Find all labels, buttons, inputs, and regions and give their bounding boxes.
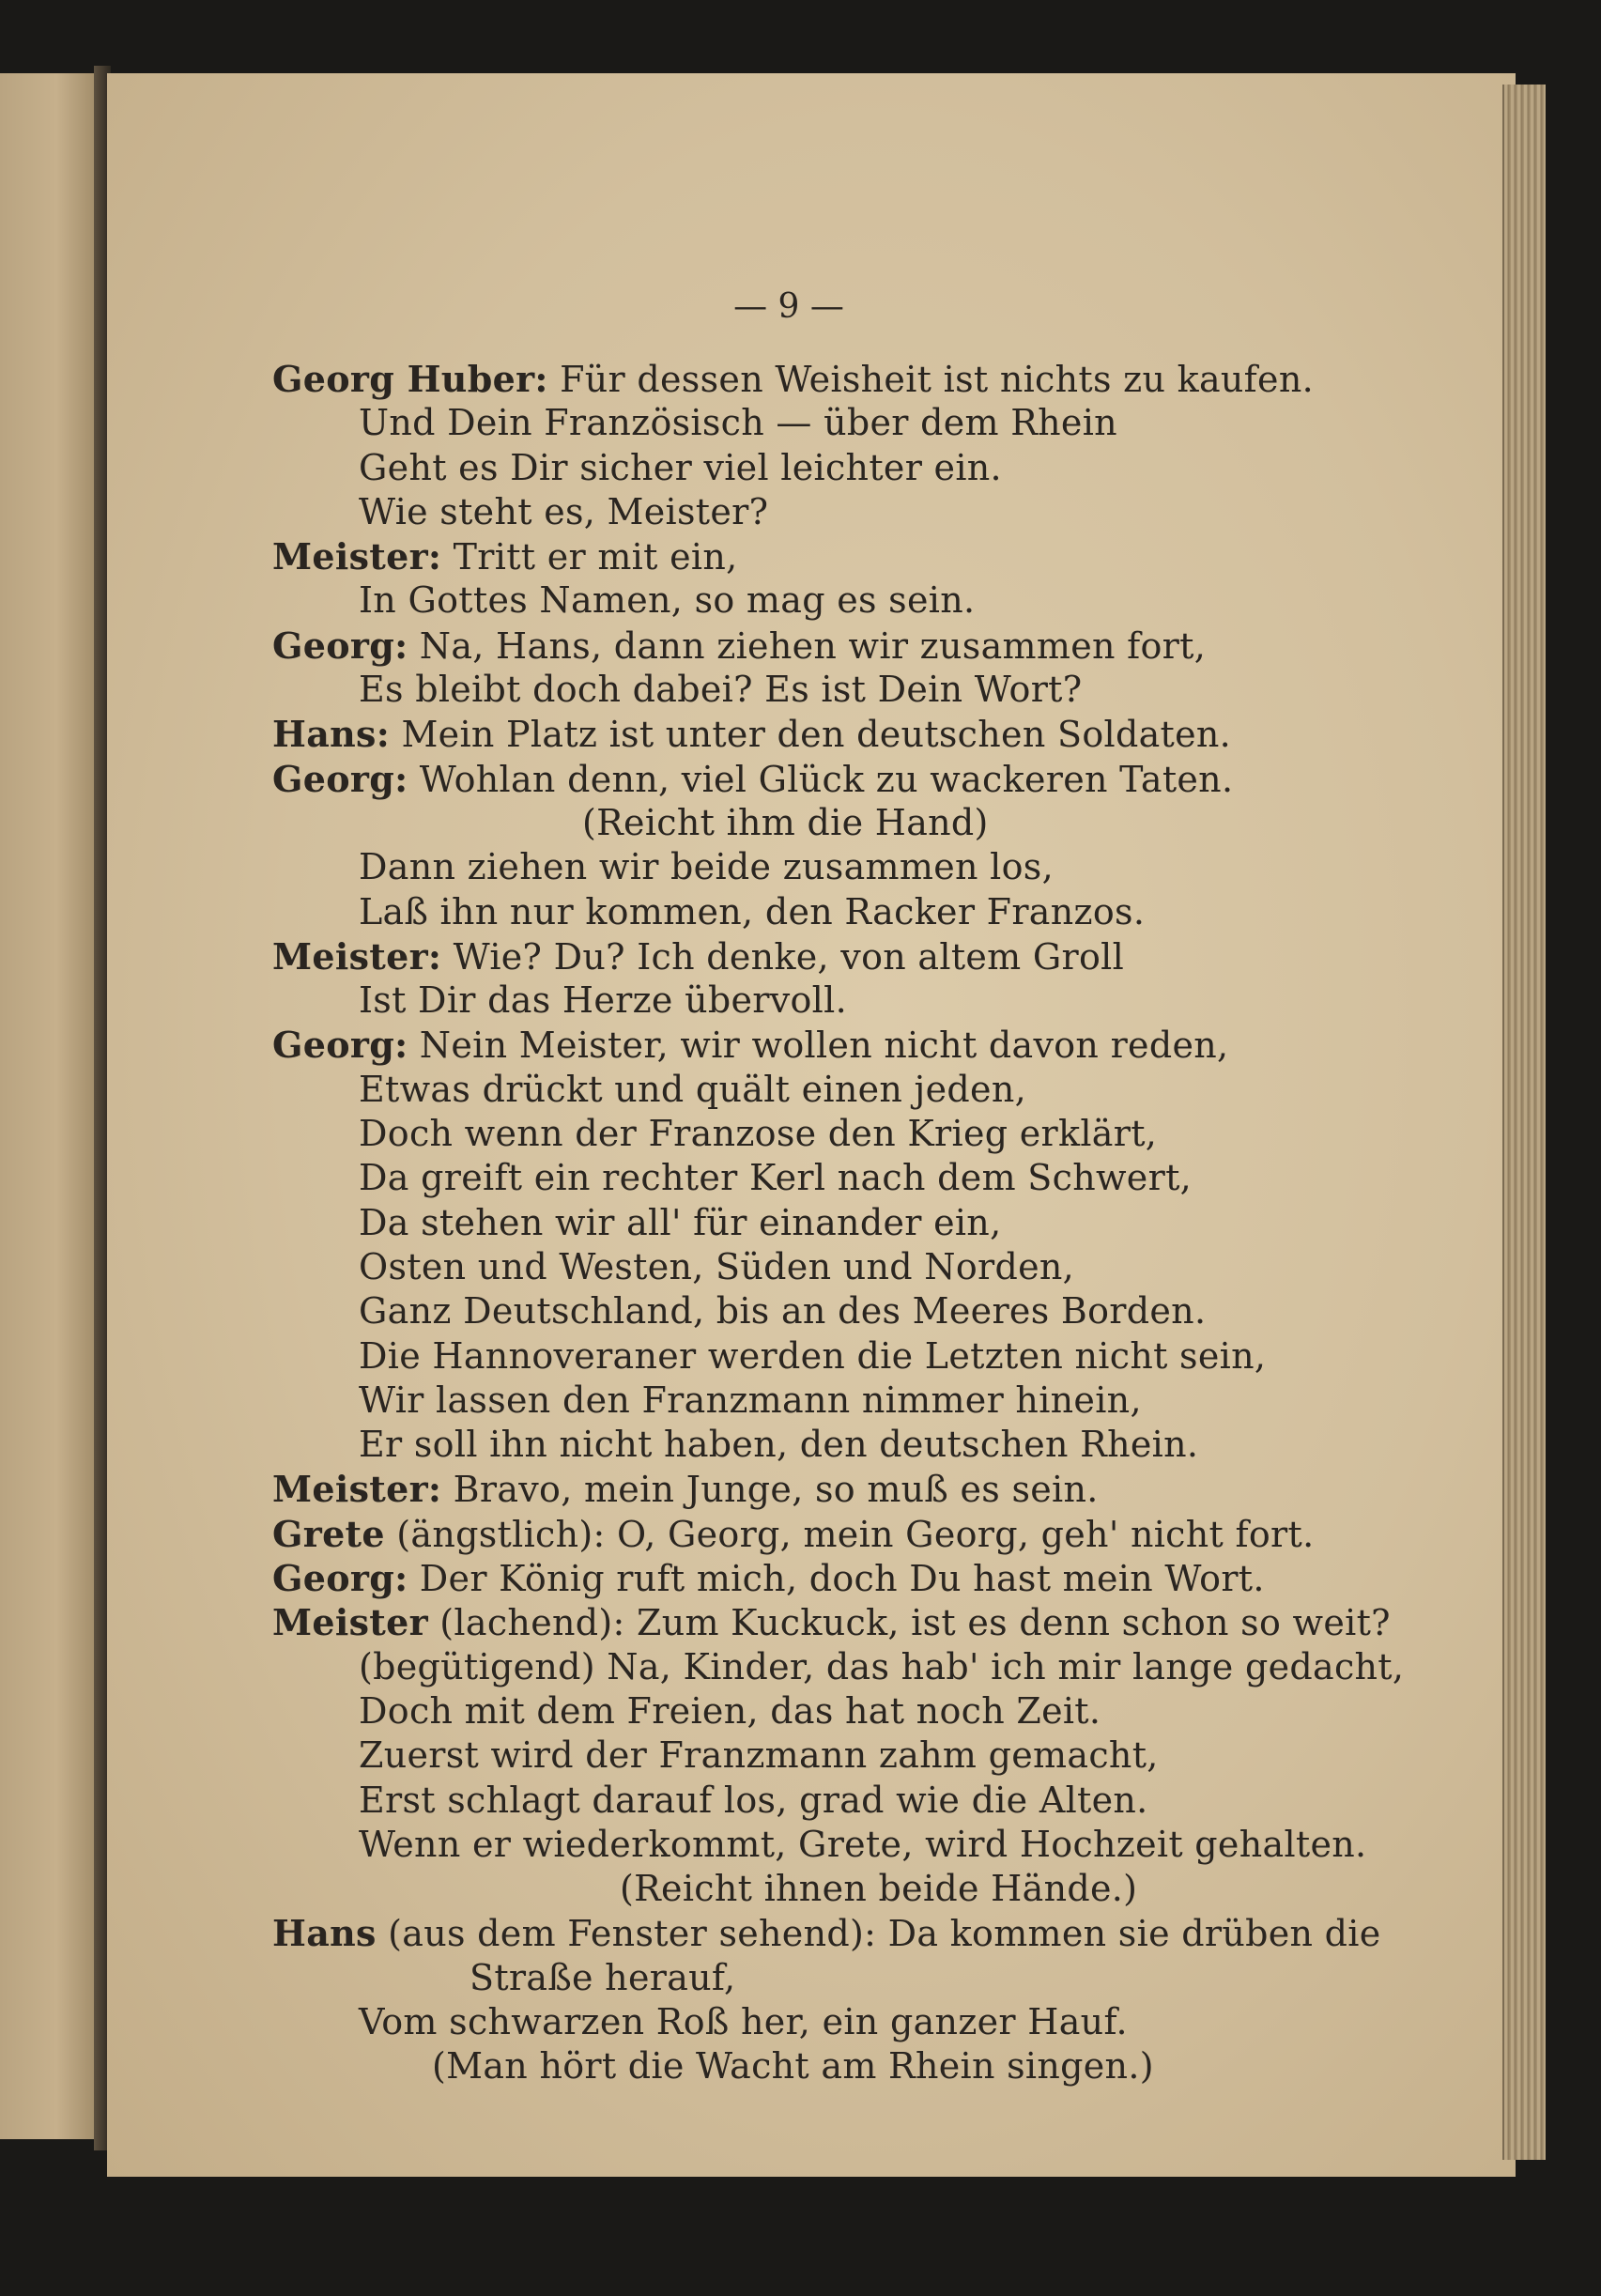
line-text: Geht es Dir sicher viel leichter ein. [359,446,1002,488]
line-text: Wenn er wiederkommt, Grete, wird Hochzeit gehalten. [359,1823,1367,1865]
line-text: Etwas drückt und quält einen jeden, [359,1068,1026,1110]
stage-direction [272,801,1333,845]
line-text: Mein Platz ist unter den deutschen Soldaten. [390,714,1232,756]
text-line [272,1201,1333,1245]
line-text: Es bleibt doch dabei? Es ist Dein Wort? [359,669,1083,711]
text-line [272,578,1333,623]
speaker-name: Meister: [272,934,442,978]
text-line [272,1911,1381,1955]
text-line [272,490,1333,534]
stage-direction [272,2044,1333,2088]
page-number: — 9 — [733,287,844,326]
line-text: Straße herauf, [470,1956,736,1998]
line-text: (Reicht ihm die Hand) [582,801,989,843]
text-line [272,1689,1333,1734]
text-line [272,668,1333,712]
line-text: In Gottes Namen, so mag es sein. [359,579,976,622]
line-text: Doch mit dem Freien, das hat noch Zeit. [359,1689,1101,1732]
line-text: (Reicht ihnen beide Hände.) [620,1868,1138,1910]
line-text: Osten und Westen, Süden und Norden, [359,1245,1075,1287]
line-text: Doch wenn der Franzose den Krieg erklärt, [359,1113,1158,1155]
speaker-name: Hans [272,1912,377,1955]
speaker-name: Meister: [272,1468,442,1511]
text-line [272,401,1333,445]
text-line [272,845,1333,889]
line-text: Ganz Deutschland, bis an des Meeres Borden. [359,1290,1207,1333]
text-line [272,1289,1333,1333]
line-text: Wie steht es, Meister? [359,490,769,532]
line-text: Wohlan denn, viel Glück zu wackeren Taten. [408,758,1234,800]
text-line [272,1245,1333,1289]
line-text: Erst schlagt darauf los, grad wie die Alten. [359,1779,1148,1821]
line-text: Da greift ein rechter Kerl nach dem Schwert, [359,1157,1193,1199]
speaker-name: Meister [272,1601,428,1644]
page-edge-stack [1502,85,1546,2160]
line-text: Wir lassen den Franzmann nimmer hinein, [359,1379,1142,1421]
line-text: Und Dein Französisch — über dem Rhein [359,402,1117,444]
line-text: Zuerst wird der Franzmann zahm gemacht, [359,1734,1159,1777]
dialogue-text [272,357,1405,2089]
text-line [272,1467,1333,1511]
text-line [272,1600,1391,1644]
text-line [272,357,1333,401]
line-text: Da stehen wir all' für einander ein, [359,1201,1002,1243]
line-text: Bravo, mein Junge, so muß es sein. [441,1469,1099,1511]
speaker-name: Grete [272,1512,385,1555]
speaker-name: Meister: [272,535,442,578]
line-text: (aus dem Fenster sehend): Da kommen sie drüben die [376,1913,1381,1955]
line-text: Der König ruft mich, doch Du hast mein Wort. [408,1558,1265,1600]
line-text: (lachend): Zum Kuckuck, ist es denn schon so weit? [427,1602,1391,1644]
text-line [272,757,1333,801]
line-text: Vom schwarzen Roß her, ein ganzer Hauf. [359,2000,1128,2042]
speaker-name: Georg Huber: [272,358,548,400]
line-text: Er soll ihn nicht haben, den deutschen Rhein. [359,1424,1199,1466]
text-line [272,1823,1367,1867]
text-line [272,1734,1333,1778]
text-line [272,534,1333,578]
text-line [272,446,1333,490]
line-text: Für dessen Weisheit ist nichts zu kaufen. [547,359,1314,400]
text-line [272,1512,1333,1556]
text-line [272,1112,1333,1156]
text-line [272,1068,1333,1112]
text-line [272,934,1333,978]
text-line [272,624,1333,668]
text-line [272,1956,1333,2000]
text-line [272,1556,1333,1600]
text-line [272,1423,1333,1467]
stage-direction [272,1867,1333,1911]
line-text: Die Hannoveraner werden die Letzten nicht sein, [359,1334,1267,1377]
line-text: Laß ihn nur kommen, den Racker Franzos. [359,890,1146,932]
line-text: Tritt er mit ein, [441,536,738,578]
text-line [272,890,1333,934]
text-line [272,712,1333,756]
line-text: (Man hört die Wacht am Rhein singen.) [432,2045,1154,2088]
speaker-name: Georg: [272,1024,408,1067]
speaker-name: Hans: [272,713,391,756]
line-text: Nein Meister, wir wollen nicht davon reden, [408,1025,1229,1067]
text-line [272,1379,1333,1423]
text-line [272,2000,1333,2044]
text-line [272,1156,1333,1200]
text-line [272,1023,1333,1067]
text-line [272,1645,1405,1689]
line-text: (ängstlich): O, Georg, mein Georg, geh' nicht fort. [384,1513,1315,1555]
speaker-name: Georg: [272,757,408,800]
speaker-name: Georg: [272,624,408,667]
line-text: Na, Hans, dann ziehen wir zusammen fort, [408,624,1207,667]
text-line [272,1779,1333,1823]
speaker-name: Georg: [272,1557,408,1600]
line-text: Wie? Du? Ich denke, von altem Groll [441,935,1125,978]
line-text: (begütigend) Na, Kinder, das hab' ich mir lange gedacht, [359,1645,1405,1687]
line-text: Ist Dir das Herze übervoll. [359,979,847,1022]
text-line [272,1334,1333,1379]
text-line [272,978,1333,1023]
left-page-edge [0,73,96,2139]
line-text: Dann ziehen wir beide zusammen los, [359,846,1054,888]
